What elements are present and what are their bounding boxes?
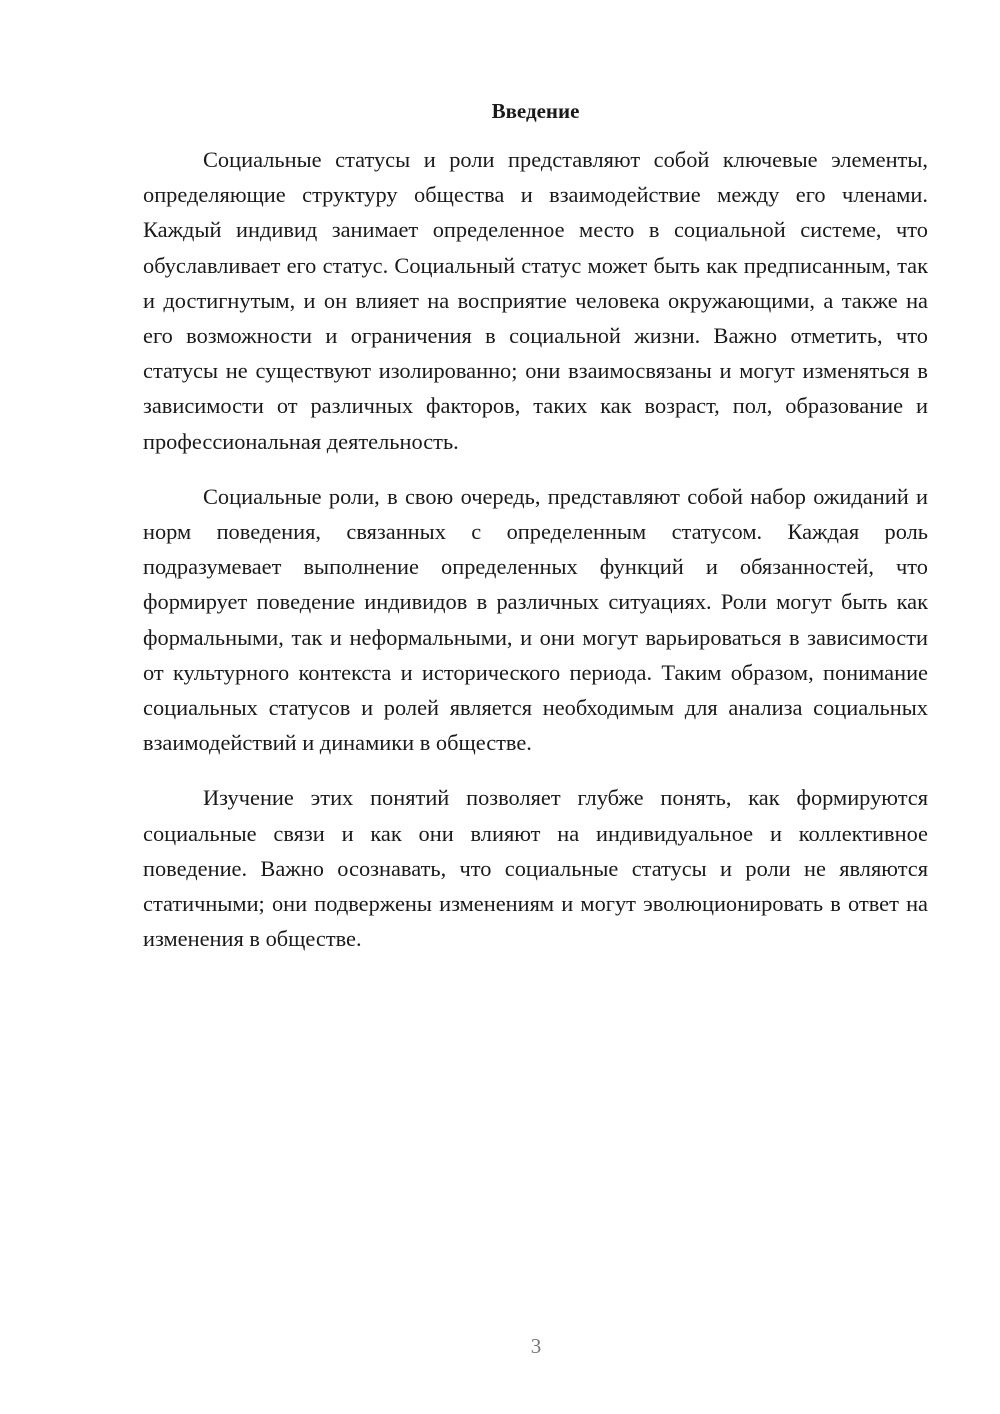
section-title: Введение <box>491 99 580 123</box>
paragraph: Социальные роли, в свою очередь, представляют собой набор ожиданий и норм поведения, связанных с определенным статусом. Каждая роль подразумевает выполнение определенных функций и обязанностей, что формирует поведение индивидов в различных ситуациях. Роли могут быть как формальными, так и неформальными, и они могут варьироваться в зависимости от культурного контекста и исторического периода. Таким образом, понимание социальных статусов и ролей является необходимым для анализа социальных взаимодействий и динамики в обществе. <box>143 483 928 756</box>
paragraph: Социальные статусы и роли представляют собой ключевые элементы, определяющие структуру общества и взаимодействие между его членами. Каждый индивид занимает определенное место в социальной системе, что обуславливает его статус. Социальный статус может быть как предписанным, так и достигнутым, и он влияет на восприятие человека окружающими, а также на его возможности и ограничения в социальной жизни. Важно отметить, что статусы не существуют изолированно; они взаимосвязаны и могут изменяться в зависимости от различных факторов, таких как возраст, пол, образование и профессиональная деятельность. <box>143 147 928 454</box>
page-number: 3 <box>530 1334 542 1358</box>
paragraph: Изучение этих понятий позволяет глубже понять, как формируются социальные связи и как они влияют на индивидуальное и коллективное поведение. Важно осознавать, что социальные статусы и роли не являются статичными; они подвержены изменениям и могут эволюционировать в ответ на изменения в обществе. <box>143 785 928 952</box>
body-text <box>143 142 928 976</box>
